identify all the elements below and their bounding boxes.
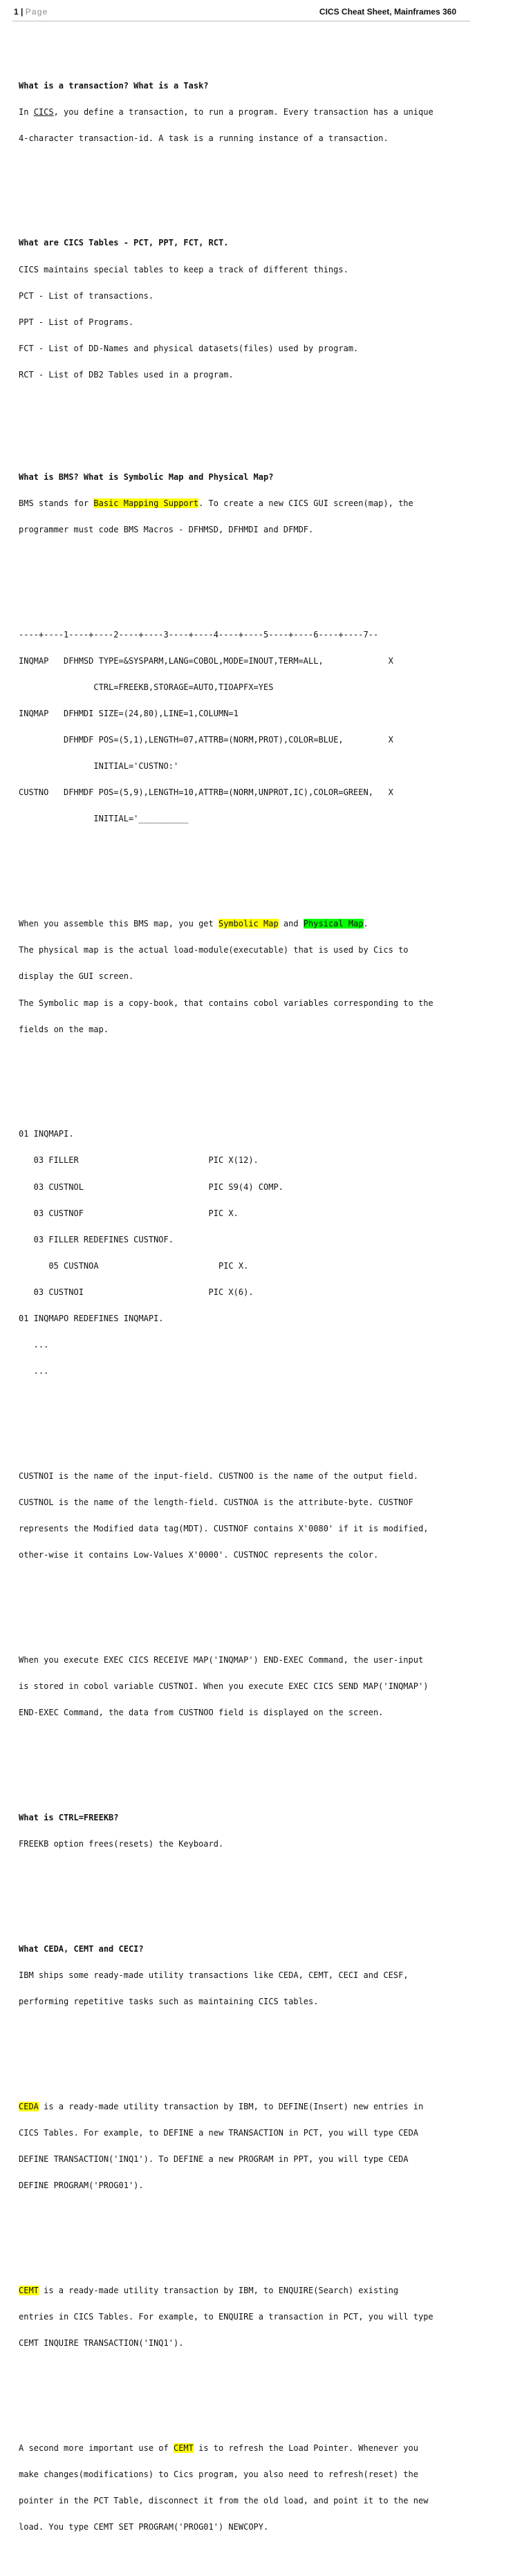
section-ceda [19, 2085, 475, 2208]
text-line: When you execute EXEC CICS RECEIVE MAP('INQMAP') END-EXEC Command, the user-input [19, 1655, 424, 1665]
header-title: CICS Cheat Sheet, Mainframes 360 [319, 7, 456, 17]
text-line: make changes(modifications) to Cics program, you also need to refresh(reset) the [19, 2470, 418, 2480]
highlight-physical: Physical Map [303, 919, 364, 929]
question-heading: What is a transaction? What is a Task? [19, 80, 209, 91]
text-line: CICS maintains special tables to keep a track of different things. [19, 264, 348, 274]
copybook-code-block [19, 1112, 475, 1394]
column-ruler: ----+----1----+----2----+----3----+----4----+----5----+----6----+----7-- [19, 629, 379, 640]
text-line: CEMT is a ready-made utility transaction by IBM, to ENQUIRE(Search) existing [19, 2285, 399, 2295]
section-utilities [19, 1928, 475, 2024]
text-line: fields on the map. [19, 1024, 109, 1034]
section-bms [19, 455, 475, 552]
code-line: CUSTNO DFHMDF POS=(5,9),LENGTH=10,ATTRB=(NORM,UNPROT,IC),COLOR=GREEN, X [19, 787, 393, 798]
text-line: performing repetitive tasks such as maintaining CICS tables. [19, 1997, 319, 2007]
text-line: other-wise it contains Low-Values X'0000'. CUSTNOC represents the color. [19, 1550, 379, 1560]
question-heading: What is BMS? What is Symbolic Map and Physical Map? [19, 472, 274, 482]
page-header [12, 6, 470, 21]
text-line: A second more important use of CEMT is to refresh the Load Pointer. Whenever you [19, 2443, 418, 2453]
section-transaction [19, 64, 475, 160]
code-line: 01 INQMAPI. [19, 1129, 74, 1139]
text-line: programmer must code BMS Macros - DFHMSD, DFHMDI and DFMDF. [19, 524, 314, 534]
text-line: The Symbolic map is a copy-book, that contains cobol variables corresponding to the [19, 998, 434, 1008]
code-line: 03 CUSTNOF PIC X. [19, 1208, 239, 1218]
code-line: CTRL=FREEKB,STORAGE=AUTO,TIOAPFX=YES [19, 682, 274, 692]
text-line: CUSTNOL is the name of the length-field. CUSTNOA is the attribute-byte. CUSTNOF [19, 1497, 413, 1508]
code-line: 03 FILLER REDEFINES CUSTNOF. [19, 1234, 174, 1244]
text-line: load. You type CEMT SET PROGRAM('PROG01') NEWCOPY. [19, 2522, 269, 2532]
text-line: represents the Modified data tag(MDT). CUSTNOF contains X'0080' if it is modified, [19, 1524, 429, 1534]
cics-link[interactable]: CICS [33, 106, 54, 117]
section-cemt [19, 2269, 475, 2366]
document-body [19, 37, 475, 2575]
code-line: 03 CUSTNOL PIC S9(4) COMP. [19, 1182, 283, 1192]
text-line: DEFINE PROGRAM('PROG01'). [19, 2181, 144, 2191]
question-heading: What CEDA, CEMT and CECI? [19, 1943, 144, 1954]
text-line: PPT - List of Programs. [19, 317, 134, 327]
question-heading: What are CICS Tables - PCT, PPT, FCT, RCT. [19, 238, 229, 248]
code-line: 03 FILLER PIC X(12). [19, 1155, 259, 1166]
text-line: In CICS, you define a transaction, to run a program. Every transaction has a unique [19, 106, 434, 117]
text-line: FCT - List of DD-Names and physical datasets(files) used by program. [19, 343, 359, 353]
section-cics-tables [19, 221, 475, 397]
text-line: CICS Tables. For example, to DEFINE a new TRANSACTION in PCT, you will type CEDA [19, 2128, 418, 2138]
text-line: DEFINE TRANSACTION('INQ1'). To DEFINE a new PROGRAM in PPT, you will type CEDA [19, 2154, 409, 2165]
code-line: 01 INQMAPO REDEFINES INQMAPI. [19, 1314, 164, 1324]
text-line: CEDA is a ready-made utility transaction by IBM, to DEFINE(Insert) new entries in [19, 2101, 424, 2111]
page-number: 1 | Page [14, 7, 48, 17]
text-line: FREEKB option frees(resets) the Keyboard. [19, 1839, 224, 1849]
code-line: INQMAP DFHMSD TYPE=&SYSPARM,LANG=COBOL,MODE=INOUT,TERM=ALL, X [19, 655, 393, 666]
bms-code-block [19, 613, 475, 841]
text-line: RCT - List of DB2 Tables used in a program. [19, 370, 234, 380]
section-freekb [19, 1796, 475, 1867]
highlight-cemt: CEMT [173, 2443, 194, 2453]
text-line: is stored in cobol variable CUSTNOI. When you execute EXEC CICS SEND MAP('INQMAP') [19, 1681, 429, 1692]
question-heading: What is CTRL=FREEKB? [19, 1813, 119, 1823]
text-line: PCT - List of transactions. [19, 290, 154, 301]
highlight: Basic Mapping Support [93, 498, 199, 508]
section-receive-send [19, 1639, 475, 1735]
text-line: pointer in the PCT Table, disconnect it from the old load, and point it to the new [19, 2496, 429, 2506]
code-line: INITIAL='__________ [19, 814, 189, 824]
section-maps [19, 902, 475, 1052]
text-line: CUSTNOI is the name of the input-field. CUSTNOO is the name of the output field. [19, 1471, 418, 1482]
text-line: display the GUI screen. [19, 971, 134, 982]
text-line: IBM ships some ready-made utility transactions like CEDA, CEMT, CECI and CESF, [19, 1970, 409, 1981]
code-line: ... [19, 1366, 49, 1376]
code-line: 03 CUSTNOI PIC X(6). [19, 1287, 254, 1298]
code-line: INITIAL='CUSTNO:' [19, 761, 179, 772]
section-field-names [19, 1455, 475, 1578]
text-line: CEMT INQUIRE TRANSACTION('INQ1'). [19, 2338, 184, 2349]
section-newcopy [19, 2427, 475, 2550]
highlight-cemt: CEMT [19, 2285, 39, 2295]
highlight-ceda: CEDA [19, 2101, 39, 2111]
text-line: 4-character transaction-id. A task is a running instance of a transaction. [19, 133, 389, 143]
text-line: When you assemble this BMS map, you get Symbolic Map and Physical Map. [19, 919, 369, 929]
code-line: 05 CUSTNOA PIC X. [19, 1260, 249, 1271]
code-line: ... [19, 1340, 49, 1350]
highlight-symbolic: Symbolic Map [218, 919, 279, 929]
text-line: BMS stands for Basic Mapping Support. To create a new CICS GUI screen(map), the [19, 498, 413, 508]
code-line: INQMAP DFHMDI SIZE=(24,80),LINE=1,COLUMN=1 [19, 709, 239, 719]
text-line: END-EXEC Command, the data from CUSTNOO field is displayed on the screen. [19, 1708, 384, 1718]
text-line: The physical map is the actual load-module(executable) that is used by Cics to [19, 945, 409, 955]
code-line: DFHMDF POS=(5,1),LENGTH=07,ATTRB=(NORM,PROT),COLOR=BLUE, X [19, 735, 393, 745]
text-line: entries in CICS Tables. For example, to ENQUIRE a transaction in PCT, you will type [19, 2312, 434, 2322]
